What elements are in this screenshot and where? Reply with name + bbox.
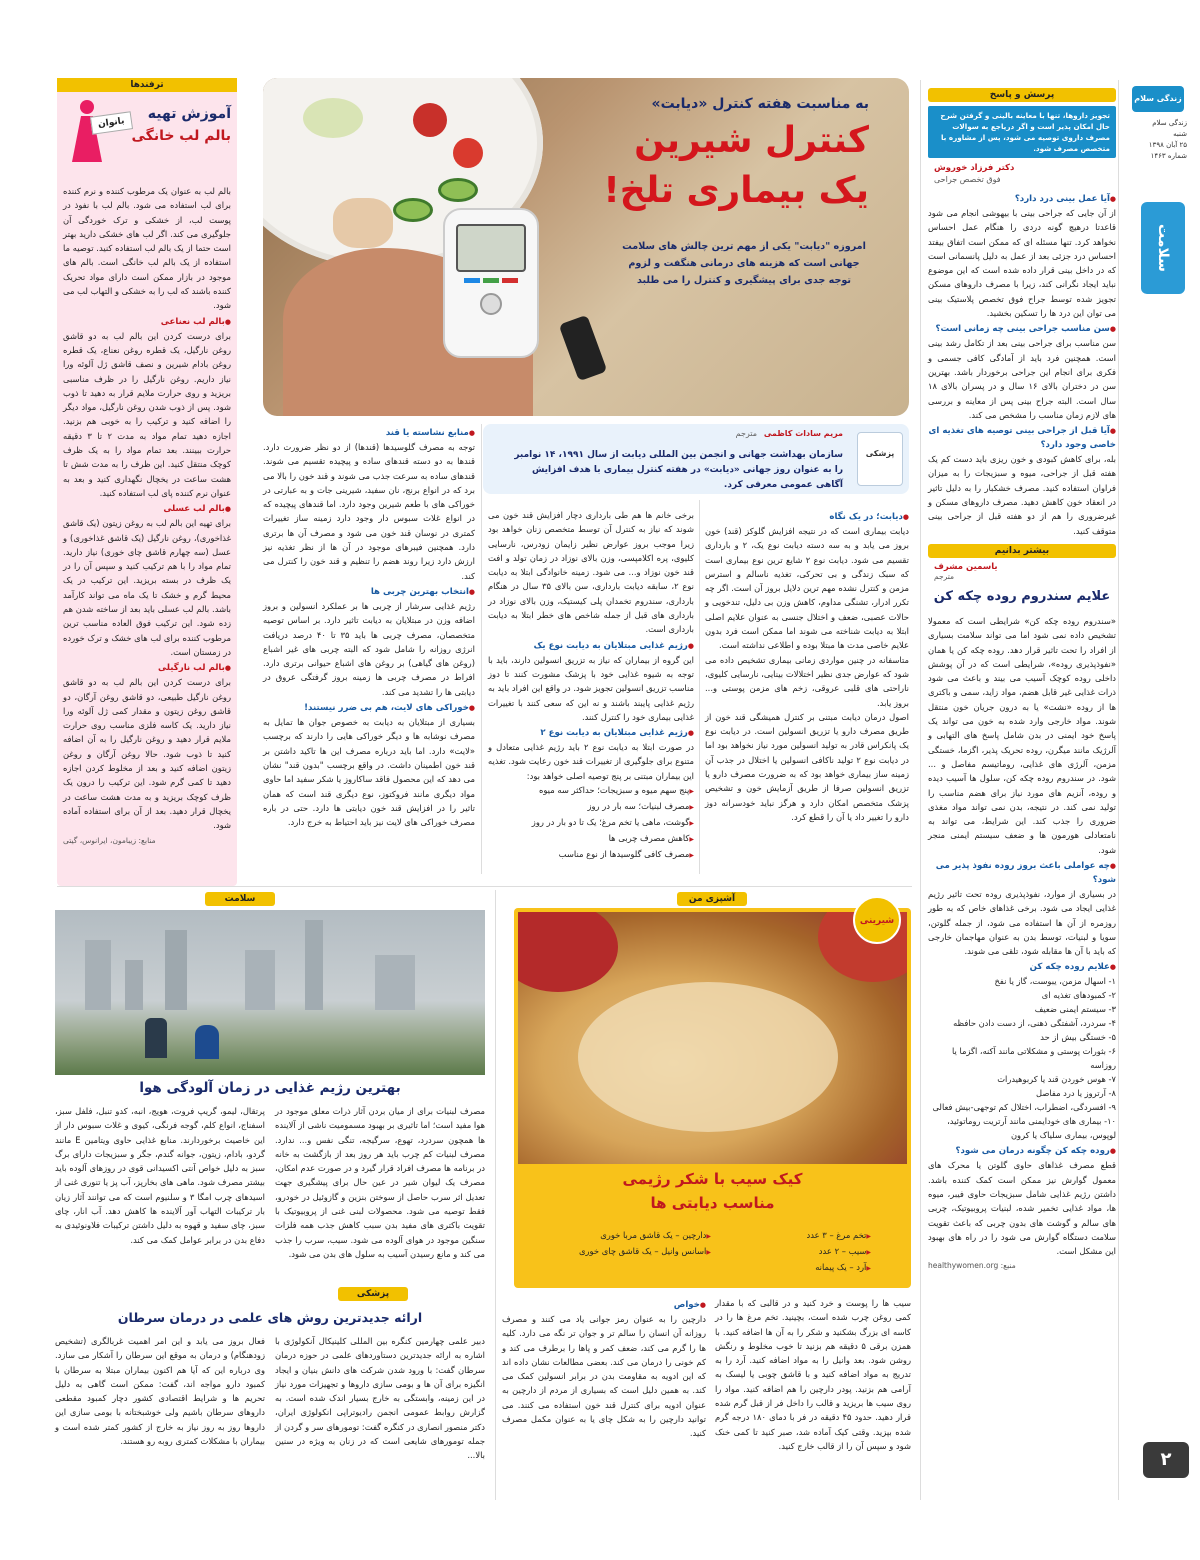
list-item: ۱- اسهال مزمن، یبوست، گاز یا نفخ — [994, 976, 1116, 987]
list-item: ▶ اسانس وانیل – یک قاشق چای خوری — [579, 1244, 711, 1260]
cake-ingredients-right — [806, 1228, 871, 1276]
list-item: ۱۰- بیماری های خودایمنی مانند آرتریت روماتوئید، لوپوس، بیماری سلیاک یا کرون — [947, 1116, 1116, 1141]
list-item: ۳- سیستم ایمنی ضعیف — [1034, 1004, 1116, 1015]
pollution-title: بهترین رژیم غذایی در زمان آلودگی هوا — [139, 1080, 401, 1096]
list-item: ▶ مصرف کافی گلوسیدها از نوع مناسب — [488, 847, 694, 863]
diabetes-p4: برخی خانم ها هم طی بارداری دچار افزایش قند خون می شوند که نیاز به کنترل آن توسط متخصص زنان خواهد بود زیرا موجب بروز عوارض نظیر زایمان زودرس، نارسایی کلیوی، پره اکلامپسی، وزن بالای نوزاد در زمان تولد و افت قند خون نوزاد و... می شود. زمینه خانوادگی ابتلا به دیابت نوع ۲، سابقه دیابت بارداری، سن بالای ۳۵ سال در هنگام بارداری، سندروم تخمدان پلی کیستیک، وزن بالای نوزاد در بارداری های قبل از جمله شاخص های خطر ابتلا به دیابت بارداری است. — [488, 510, 694, 635]
diabetes-p9: بسیاری از مبتلایان به دیابت به خصوص جوان ها تمایل به مصرف نوشابه ها و دیگر خوراکی هایی را دارند که برچسب «لایت» دارد. اما باید درباره مصرف این ها تاکید داشتن بر قند خون اطمینان داشت. در واقع برچسب "بدون قند" نشان می دهد که این محصول فاقد ساکاروز یا شکر سفید اما حاوی مواد دیگری مانند فروکتوز، نوع دیگری قند است که همان تاثیر را در افزایش قند خون دیابتی ها دارد. حتی در باره مصرف خوراکی های لایت نیز باید احتیاط به خرج دارد. — [263, 717, 475, 828]
diabetes-col-3 — [263, 424, 475, 829]
pollution-col-left: پرتقال، لیمو، گریپ فروت، هویج، انبه، کدو تنبل، فلفل سبز، اسفناج، انواع کلم، گوجه فرنگی، کیوی و غلات سبوس دار از این خاصیت برخوردارند. منابع غذایی حاوی ویتامین E مانند گردو، بادام، زیتون، جوانه گندم، جگر و سبزیجات دارای برگ سبز به دلیل خواص آنتی اکسیدانی قوی در روزهای آلوده باید بیشتر مصرف شود. ماهی های بخارپز، آب پز یا تنوری غنی از اسیدهای چرب امگا ۳ و سلنیوم است که می توانند آثار زیان بار ترکیبات التهاب آور آلاینده ها کاهش دهد. آب انار، چای سبز، چای سفید و قهوه به دلیل داشتن ترکیبات فلاونوئیدی به دفاع بدن در برابر عوامل کمک می کند. — [55, 1106, 266, 1245]
list-item: ۶- بثورات پوستی و مشکلاتی مانند آکنه، اگزما یا روزاسه — [951, 1046, 1116, 1071]
diabetes-col-1 — [705, 508, 909, 824]
list-item: ۹- افسردگی، اضطراب، اختلال کم توجهی-بیش فعالی — [932, 1102, 1116, 1113]
tips-title-1: آموزش تهیه — [147, 106, 231, 122]
list-item: ▶ تخم مرغ – ۳ عدد — [806, 1228, 871, 1244]
diabetes-p7: توجه به مصرف گلوسیدها (قندها) از دو نظر ضرورت دارد. قندها به دو دسته قندهای ساده و پیچیده تقسیم می شوند. قندهای ساده به سرعت جذب می شوند و قند خون را بالا می برد که در انواع برنج، نان سفید، شیرینی جات و به عبارتی در خوراکی های با طعم شیرین وجود دارد. اما قندهای پیچیده که در انواع غلات سبوس دار وجود دارد زمینه ساز تغییرات کمتری در نوسان قند خون می شود و مصرف آن ها برتری دارد. همچنین فیبرهای موجود در آن ها از نظر تغذیه نیز ارزش دارد زیرا روند هضم را تنظیم و قند خون را کنترل می کند. — [263, 442, 475, 581]
tips-sub1: ● بالم لب نعناعی — [63, 315, 231, 329]
list-item: ▶ کاهش مصرف چربی ها — [488, 831, 694, 847]
cake-ingredients-left — [579, 1228, 711, 1260]
cake-col-left — [502, 1296, 706, 1441]
page-number: ۲ — [1143, 1442, 1189, 1478]
tips-title-2: بالم لب خانگی — [131, 128, 231, 144]
cake-col-right: سیب ها را پوست و خرد کنید و در قالبی که با مقدار کمی روغن چرب شده است، بچینید. تخم مرغ ها را در کاسه ای بزرگ بشکنید و شکر را به آن ها اضافه کنید. با همزن برقی ۵ دقیقه هم بزنید تا خوب مخلوط و رنگش روشن شود. بعد وانیل را به مواد اضافه کنید. آرد را به تدریج به مواد اضافه کنید و با قاشق چوبی یا لیسک به آرامی هم بزنید. پودر دارچین را هم اضافه کنید. مواد را روی سیب ها بریزید و قالب را داخل فر از قبل گرم شده قرار دهید. حدود ۴۵ دقیقه در فر با دمای ۱۸۰ درجه گرم شده بپزید. وقتی کیک آماده شد، صبر کنید تا کمی خنک شود و سپس آن را از قالب خارج کنید. — [715, 1298, 911, 1451]
list-item: ▶ دارچین – یک قاشق مربا خوری — [579, 1228, 711, 1244]
celiac-sub1: ● چه عواملی باعث بروز روده نفوذ پذیر می شود؟ — [928, 859, 1116, 887]
list-item: ۸- آرتروز یا درد مفاصل — [1036, 1088, 1116, 1099]
celiac-source: منبع: healthywomen.org — [928, 1260, 1016, 1270]
celiac-author: یاسمین مشرف — [934, 561, 998, 572]
pollution-col-right: مصرف لبنیات برای از میان بردن آثار ذرات معلق موجود در هوا مفید است؛ اما تاثیری بر بهبود مسمومیت ناشی از آلاینده ها همچون سردرد، تهوع، سرگیجه، تنگی نفس و... ندارد. مصرف لبنیات کم چرب باید هر روز بعد از بازگشت به خانه در برنامه ها مصرف افراد قرار گیرد و در صورت عدم امکان، مصرف یک لیوان شیر در عین حال برای پیشگیری جهت تعدیل اثر سرب حاصل از سوختن بنزین و گازوئیل در خودرو، فقط توصیه می شود. محصولات لبنی غنی از پروبیوتیک با تقویت باکتری های مفید بدن سبب کاهش جذب همه فلزات سنگین موجود در هوای آلوده می شود. سیب، سرب را جذب می کند و مانع رسیدن آسیب به سلول های بدن می شود. — [275, 1106, 485, 1259]
qa-tag: پرسش و پاسخ — [928, 88, 1116, 102]
list-item: ▶ مصرف لبنیات؛ سه بار در روز — [488, 799, 694, 815]
celiac-sub2: ● علایم روده چکه کن — [928, 960, 1116, 974]
page-sidebar — [1127, 80, 1189, 1490]
diabetes-p3: اصول درمان دیابت مبتنی بر کنترل همیشگی قند خون از طریق مصرف دارو یا تزریق انسولین است. در دیابت نوع یک پانکراس قادر به تولید انسولین مورد نیاز نخواهد بود اما در دیابت نوع ۲ تولید ناکافی انسولین یا اختلال در جذب آن زمینه ساز بیماری خواهد بود که به ضرورت مصرف دارو یا تزریق انسولین صرفا از طریق آزمایش خون و تشخیص پزشک متخصص امکان دارد و هرگز نباید خودسرانه دوز دارو را تغییر داد یا آن را قطع کرد. — [705, 711, 909, 822]
qa-question-2: ● سن مناسب جراحی بینی چه زمانی است؟ — [928, 322, 1116, 336]
list-item: ▶ آرد – یک پیمانه — [806, 1260, 871, 1276]
diabetes-sub4: ● منابع نشاسته یا قند — [263, 426, 475, 440]
tips-column — [57, 78, 237, 886]
diabetes-sub2: ● رژیم غذایی مبتلایان به دیابت نوع یک — [488, 639, 694, 653]
list-item: ۴- سردرد، آشفتگی ذهنی، از دست دادن حافظه — [953, 1018, 1116, 1029]
list-item: ▶ پنج سهم میوه و سبزیجات؛ حداکثر سه میوه — [488, 783, 694, 799]
cake-image — [518, 912, 907, 1164]
list-item: ۵- خستگی بیش از حد — [1040, 1032, 1116, 1043]
diabetes-title-2: یک بیماری تلخ! — [603, 170, 869, 211]
diabetes-summary: سازمان بهداشت جهانی و انجمن بین المللی دیابت از سال ۱۹۹۱، ۱۴ نوامبر را به عنوان روز جهانی «دیابت» در هفته کنترل بیماری با هدف افزایش آگاهی عمومی معرفی کرد. — [514, 450, 843, 490]
qa-column — [928, 88, 1116, 1270]
tips-tag: ترفندها — [57, 78, 237, 92]
qa-author-title: فوق تخصص جراحی — [934, 175, 1001, 184]
diabetes-p5: این گروه از بیماران که نیاز به تزریق انسولین دارند، باید با توجه به شیوه غذایی خود با پزشک مشورت کنند تا دوز مناسب تزریق انسولین تجویز شود. در واقع این افراد باید به رژیم غذایی پایبند باشند و نه این که سعی کنند با تغییرات غذایی بیماری خود را کنترل کنند. — [488, 654, 694, 722]
pollution-image — [55, 910, 485, 1075]
cancer-col-left: فعال بروز می یابد و این امر اهمیت غربالگری (تشخیص زودهنگام) و درمان به موقع این سرطان را آشکار می سازد. وی درباره این که آیا هم اکنون بیماران مبتلا به سرطان با کمبود دارو مواجه اند، گفت: ممکن است گاهی به دلیل تحریم ها و شرایط اقتصادی کشور دچار کمبود مقطعی داروهای سرطان باشیم ولی خوشبختانه با بومی سازی این داروها روز به روز نیاز به خارج از کشور کمتر شده است و بیماران با مشکلات کمتری روبه رو هستند. — [55, 1336, 265, 1447]
diabetes-tips — [488, 783, 694, 863]
logo: زندگی سلام — [1132, 86, 1184, 112]
tips-badge: بانوان — [90, 111, 133, 134]
diabetes-p8: رژیم غذایی سرشار از چربی ها بر عملکرد انسولین و بروز اضافه وزن در مبتلایان به دیابت تاثیر دارد. بر اساس توصیه متخصصان، مصرف چربی ها باید ۳۵ تا ۴۰ درصد دریافت انرژی روزانه را شامل شود که البته چربی های غیر اشباع (روغن های گیاهی) بر روغن های اشباع حیوانی برتری دارد. افراط در مصرف چربی ها زمینه بروز گرفتگی عروق در دیابتی ها را تشدید می کند. — [263, 600, 475, 697]
celiac-p3: قطع مصرف غذاهای حاوی گلوتن یا محرک های معمول گوارش نیز ممکن است کمک کننده باشد. داشتن رژیم غذایی شامل سبزیجات حاوی فیبر، میوه ها، مواد غذایی تخمیر شده، لبنیات پروبیوتیک، چربی های سالم و گوشت های بدون چربی که باعث تقویت سلامت دستگاه گوارش می شود را در راه های بهبود این مشکل است. — [928, 1160, 1116, 1257]
qa-author: دکتر فرزاد خوروش — [934, 163, 1015, 173]
cancer-title: ارائه جدیدترین روش های علمی در درمان سرطان — [117, 1310, 423, 1325]
cake-tag: آشپزی من — [677, 892, 747, 906]
diabetes-sub1: ● دیابت؛ در یک نگاه — [705, 510, 909, 524]
celiac-title: علایم سندروم روده چکه کن — [933, 588, 1111, 604]
celiac-sub3: ● روده چکه کن چگونه درمان می شود؟ — [928, 1144, 1116, 1158]
celiac-symptoms — [928, 974, 1116, 1142]
tips-sub3: ● بالم لب نارگیلی — [63, 661, 231, 675]
diabetes-hero — [263, 78, 909, 416]
tips-p1: برای درست کردن این بالم لب به دو قاشق روغن نارگیل، یک قطره روغن نعناع، یک قطره روغن بادام شیرین و نصف قاشق ژل آلوئه ورا نیاز داریم. روغن نارگیل را در ظرف مناسبی بریزید و روی حرارت ملایم قرار به دهید تا ذوب شود. پس از ذوب شدن روغن نارگیل، مواد دیگر را اضافه کنید و ترکیب را به خوبی هم بزنید. اجازه دهید تمام مواد به مدت ۲ تا ۳ دقیقه حرارت ببینند. بعد تمام مواد را به یک ظرف کوچک منتقل کنید. این ظرف را به مدت شش تا هشت ساعت در یخچال نگهداری کنید و بعد به عنوان نرم کننده پای لب استفاده کنید. — [63, 330, 231, 498]
diabetes-p2: متاسفانه در چنین مواردی زمانی بیماری تشخیص داده می شود که عوارض جدی نظیر اختلالات بینایی، نارسایی کلیوی، ناراحتی های قلبی عروقی، زخم های مزمن پوستی و... بروز یابد. — [705, 654, 909, 708]
cake-title-1: کیک سیب با شکر رژیمی — [622, 1170, 803, 1188]
tips-p2: برای تهیه این بالم لب به روغن زیتون (یک قاشق غذاخوری)، روغن نارگیل (یک قاشق غذاخوری) و عسل (سه چهارم قاشق چای خوری) نیاز دارید. تمام مواد را با هم ترکیب کنید و سپس آن را در یک ظرف در بسته بریزید. این ترکیب در یک محیط گرم و خشک تا یک ماه می تواند کارآمد باشد. بالم لب عسلی باید بعد از ساخته شدن هم زده شود. این ترکیب فوق العاده مناسب ترین مرطوب کننده برای لب های خشک و ترک خورده در زمستان است. — [63, 518, 231, 657]
celiac-author-role: مترجم — [934, 571, 955, 581]
diabetes-col-2 — [488, 508, 694, 863]
cancer-col-right: دبیر علمی چهارمین کنگره بین المللی کلینیکال آنکولوژی با اشاره به ارائه جدیدترین دستاوردهای علمی در حوزه درمان سرطان گفت: با ورود شدن شرکت های دانش بنیان و ایجاد انگیزه برای آن ها و بومی سازی داروها و تجهیزات مورد نیاز در این زمینه، وابستگی به خارج بسیار اندک شده است. به گزارش روابط عمومی انجمن رادیوتراپی انکولوژی ایران، دکتر منصور انصاری در کنگره گفت: تومورهای سر و گردن از جمله تومورهای شایعی است که در زنان به ویژه در سنین بالا... — [275, 1336, 485, 1461]
qa-intro: تجویز داروها، تنها با معاینه بالینی و گرفتن شرح حال امکان پذیر است و اگر دریاجع به سوالات مصرف داروی توصیه می شود، پس از مشاوره با متخصص مصرف شود. — [928, 106, 1116, 158]
list-item: ▶ سیب – ۲ عدد — [806, 1244, 871, 1260]
cake-title-2: مناسب دیابتی ها — [650, 1194, 775, 1212]
cake-p2: دارچین را به عنوان رمز جوانی یاد می کنند و مصرف روزانه آن انسان را سالم تر و جوان تر نگه می دارد. کلیه ها را گرم می کند، ضعف کمر و پاها را برطرف می کند و کم خونی را درمان می کند. بعضی مطالعات نشان داده اند که این ادویه به مقاومت بدن در برابر انسولین کمک می کند. به همین دلیل است که بسیاری از مردم از دارچین به عنوان ادویه برای کنترل قند خون استفاده می کنند. می توانید دارچین را به شکل چای یا به عنوان مکمل مصرف کنید. — [502, 1314, 706, 1439]
list-item: ۷- هوس خوردن قند یا کربوهیدرات — [997, 1074, 1116, 1085]
celiac-tag: بیشتر بدانیم — [928, 544, 1116, 558]
glucometer-image — [443, 208, 539, 358]
tips-source: منابع: زیبامون، ایرانوس، گیتی — [63, 836, 156, 846]
cake-box — [514, 908, 911, 1288]
qa-question-1: ● آیا عمل بینی درد دارد؟ — [928, 192, 1116, 206]
diabetes-sub3: ● رژیم غذایی مبتلایان به دیابت نوع ۲ — [488, 726, 694, 740]
pollution-tag: سلامت — [205, 892, 275, 906]
issue-meta: زندگی سلام شنبه ۲۵ آبان ۱۳۹۸ شماره ۱۴۶۳ — [1148, 119, 1187, 160]
diabetes-sub6: ● خوراکی های لایت، هم بی ضرر نیستند! — [263, 701, 475, 715]
diabetes-title-1: کنترل شیرین — [634, 120, 869, 161]
tips-p3: برای درست کردن این بالم لب به دو قاشق روغن نارگیل طبیعی، دو قاشق روغن آرگان، دو قاشق روغن زیتون و مقدار کمی ژل آلوئه ورا نیاز دارید. یک کاسه فلزی مناسب روی حرارت ملایم قرار دهید و روغن نارگیل را به آن اضافه کنید تا ذوب شود. حالا روغن آرگان و روغن زیتون اضافه کنید و بعد از مخلوط کردن اجازه دهید تا کمی گرم شود. این ترکیب را درون یک ظرف کوچک بریزید و به مدت هشت ساعت در یخچال قرار دهید. بعد از آن برای استفاده آماده شود. — [63, 677, 231, 831]
qa-answer-3: بله، برای کاهش کبودی و خون ریزی باید دست کم یک هفته قبل از جراحی، میوه و سبزیجات را به میزان فراوان استفاده کنید. مصرف خشکبار را به دلیل تاثیر در انعقاد خون کاهش دهید. مصرف داروهای مسکن و غیرضروری را هم از دو هفته قبل از جراحی بینی متوقف کنید. — [928, 454, 1116, 536]
diabetes-tag: پزشکی — [857, 432, 903, 486]
qa-answer-1: از آن جایی که جراحی بینی با بیهوشی انجام می شود قاعدتا درهیچ گونه دردی را هنگام عمل احساس نخواهد کرد. تنها مسئله ای که ممکن است اتفاق بیفتد احساس درد جزئی بعد از عمل به دلیل پانسمانی است که در داخل بینی قرار داده شده است که این موضوع نباید ایجاد نگرانی کند، زیرا با مصرف داروهای مسکن تجویز شده توسط جراح فوق تخصص پلاستیک بینی می توان این درد ها را تسکین بخشید. — [928, 208, 1116, 319]
section-label: سلامت — [1141, 202, 1185, 294]
tips-intro: بالم لب به عنوان یک مرطوب کننده و نرم کننده برای لب استفاده می شود. بالم لب با نفوذ در پوست لب، از خشکی و ترک خوردگی آن جلوگیری می کند. اگر لب های خشکی دارید بهتر است حتما از یک بالم لب استفاده کنید. توصیه ما استفاده از یک بالم لب خانگی است. بالم های موجود در بازار ممکن است دارای مواد تحریک کننده باشند که لب را به خشکی و التهاب لب می شود. — [63, 186, 231, 311]
qa-question-3: ● آیا قبل از جراحی بینی توصیه های تغذیه ای خاصی وجود دارد؟ — [928, 424, 1116, 452]
diabetes-author-role: مترجم — [735, 429, 758, 438]
list-item: ۲- کمبودهای تغذیه ای — [1041, 990, 1116, 1001]
list-item: ▶ گوشت، ماهی یا تخم مرغ؛ یک تا دو بار در روز — [488, 815, 694, 831]
diabetes-summary-box — [483, 424, 909, 494]
diabetes-p6: در صورت ابتلا به دیابت نوع ۲ باید رژیم غذایی متعادل و متنوع برای جلوگیری از تغییرات قند خون رعایت شود. تغذیه این بیماران مبتنی بر پنج توصیه اصلی خواهد بود: — [488, 742, 694, 781]
tips-sub2: ● بالم لب عسلی — [63, 502, 231, 516]
diabetes-lead: امروزه "دیابت" یکی از مهم ترین چالش های سلامت جهانی است که هزینه های درمانی هنگفت و لزوم توجه جدی برای پیشگیری و کنترل را می طلبد — [622, 241, 866, 286]
diabetes-kicker: به مناسبت هفته کنترل «دیابت» — [651, 96, 869, 112]
cake-sub: ● خواص — [502, 1298, 706, 1312]
diabetes-author: مریم سادات کاظمی — [763, 429, 843, 438]
celiac-p1: «سندروم روده چکه کن» شرایطی است که معمولا تشخیص داده نمی شود اما می تواند سلامت بسیاری از افراد را تحت تاثیر قرار دهد. روده چکه کن یا همان «نفوذپذیری روده»، شرایطی است که در آن پوشش داخلی روده کوچک آسیب می بیند و باعث می شود ذرات غذایی غیر قابل هضم، مواد زاید، سمی و باکتری ها از روده «نشت» یا به درون جریان خون منتقل شوند. مواد خارجی وارد شده به خون می تواند یک پاسخ خود ایمنی در بدن شامل پاسخ های التهابی و آلرژیک مانند میگرن، روده تحریک پذیر، اگزما، خستگی مزمن، آلرژی های غذایی، روماتیسم مفاصل و ... شود. در سندروم روده چکه کن، سلول ها آسیب دیده و روده، آنزیم های مورد نیاز برای هضم مناسب را تولید نمی کند. در نتیجه، بدن نمی تواند مواد مغذی ضروری را جذب کند. این شرایط، می تواند به نامتعادلی هورمون ها و ضعف سیستم ایمنی منجر شود. — [928, 615, 1116, 855]
cancer-tag: پزشکی — [338, 1287, 408, 1301]
celiac-p2: در بسیاری از موارد، نفوذپذیری روده تحت تاثیر رژیم غذایی ایجاد می شود. برخی غذاهای خاص که به طور روزمره از آن ها استفاده می شود، از جمله گلوتن، سویا و لبنیات، توسط بدن به عنوان مهاجمان خارجی که باید با آن ها مقابله شود، تلقی می شوند. — [928, 888, 1116, 957]
qa-answer-2: سن مناسب برای جراحی بینی بعد از تکامل رشد بینی است. همچنین فرد باید از آمادگی کافی جسمی و فکری برای انجام این جراحی برخوردار باشد. بهترین سن در دختران بالای ۱۶ سال و در پسران بالای ۱۸ سال است. البته جراح بینی پس از معاینه و بررسی های لازم زمان مناسب را مشخص می کند. — [928, 338, 1117, 420]
diabetes-p1: دیابت بیماری است که در نتیجه افزایش گلوکز (قند) خون بروز می یابد و به سه دسته دیابت نوع یک، ۲ و بارداری تقسیم می شود. دیابت نوع ۲ شایع ترین نوع بیماری است که سبک زندگی و بی تحرکی، تغذیه ناسالم و استرس مزمن و کنترل نشده مهم ترین دلایل بروز آن است. اگر چه تکرر ادرار، تشنگی مداوم، کاهش وزن بی دلیل، تندخویی و حالات عصبی، ضعف و اختلال جنسی به عنوان علایم اصلی ابتلا به دیابت شناخته می شوند اما ممکن است فرد بدون علایم خاصی مدت ها مبتلا بوده و اطلاعی نداشته است. — [705, 526, 909, 651]
diabetes-sub5: ● انتخاب بهترین چربی ها — [263, 585, 475, 599]
woman-icon — [61, 100, 113, 180]
cake-badge: شیرینی — [853, 896, 901, 944]
